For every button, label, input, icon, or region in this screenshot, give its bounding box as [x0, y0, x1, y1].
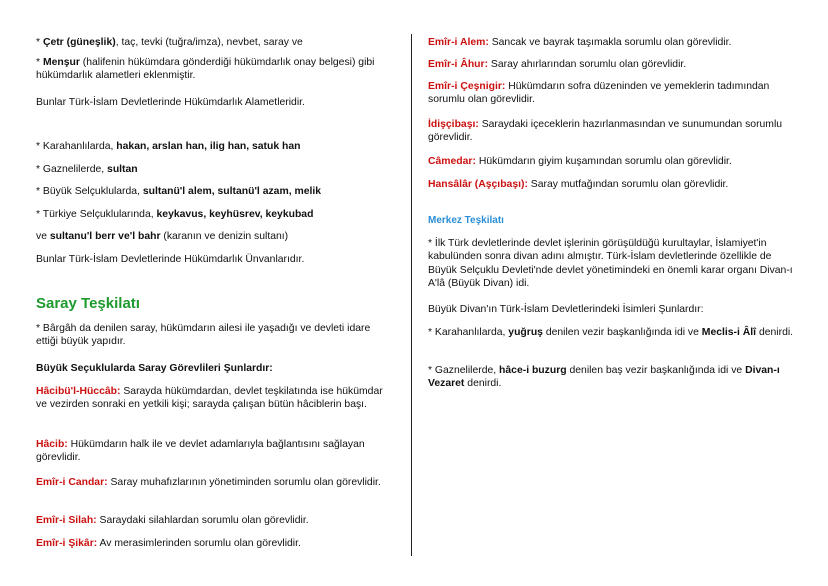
paragraph-bargah: * Bârgâh da denilen saray, hükümdarın ailesi ile yaşadığı ve devleti idare ettiği büyük yapıdır. [36, 323, 371, 348]
paragraph-meclis-i-ali: * Karahanlılarda, yuğruş denilen vezir başkanlığında idi ve Meclis-i Âlî denirdi. [428, 327, 794, 338]
item-idiscibasi: İdişçibaşı: Saraydaki içeceklerin hazırlanmasından ve sunumundan sorumlu görevlidir. [428, 119, 783, 144]
paragraph-sultanul-berr: ve sultanu'l berr ve'l bahr (karanın ve denizin sultanı) [36, 231, 289, 242]
item-camedar: Câmedar: Hükümdarın giyim kuşamından sorumlu olan görevlidir. [428, 156, 732, 167]
item-emir-i-alem: Emîr-i Alem: Sancak ve bayrak taşımakla sorumlu olan görevlidir. [428, 37, 732, 48]
paragraph-alametler: Bunlar Türk-İslam Devletlerinde Hükümdarlık Alametleridir. [36, 97, 305, 108]
paragraph-saray-gorevlileri: Büyük Seçuklularda Saray Görevlileri Şunlardır: [36, 363, 273, 374]
column-divider [411, 34, 412, 556]
item-hacib: Hâcib: Hükümdarın halk ile ve devlet adamlarıyla bağlantısını sağlayan görevlidir. [36, 439, 365, 464]
item-hacibul-huccab: Hâcibü'l-Hüccâb: Sarayda hükümdardan, devlet teşkilatında ise hükümdar ve vezirden sonraki en yetkili kişi; sarayda çalışan bütün hâciblerin başı. [36, 386, 383, 411]
heading-merkez-teskilati: Merkez Teşkilatı [428, 215, 504, 226]
paragraph-unvanlar: Bunlar Türk-İslam Devletlerinde Hükümdarlık Ünvanlarıdır. [36, 254, 305, 265]
item-emir-i-cesnigir: Emîr-i Çeşnigir: Hükümdarın sofra düzeninden ve yemeklerin tadımından sorumlu olan görevlidir. [428, 81, 770, 106]
paragraph-divan-i-vezaret: * Gaznelilerde, hâce-i buzurg denilen baş vezir başkanlığında idi ve Divan-ı Vezaret denirdi. [428, 365, 780, 390]
paragraph-divan-isimleri: Büyük Divan'ın Türk-İslam Devletlerindeki İsimleri Şunlardır: [428, 304, 704, 315]
heading-saray-teskilati: Saray Teşkilatı [36, 295, 140, 312]
paragraph-gazneliler: * Gaznelilerde, sultan [36, 164, 138, 175]
item-emir-i-sikar: Emîr-i Şikâr: Av merasimlerinden sorumlu olan görevlidir. [36, 538, 301, 549]
paragraph-cetr: * Çetr (güneşlik), taç, tevki (tuğra/imza), nevbet, saray ve [36, 37, 303, 48]
item-emir-i-silah: Emîr-i Silah: Saraydaki silahlardan sorumlu olan görevlidir. [36, 515, 309, 526]
paragraph-turkiye-selcuklu: * Türkiye Selçuklularında, keykavus, keyhüsrev, keykubad [36, 209, 314, 220]
paragraph-buyuk-selcuklu: * Büyük Selçuklularda, sultanü'l alem, sultanü'l azam, melik [36, 186, 322, 197]
paragraph-mensur: * Menşur (halifenin hükümdara gönderdiği hükümdarlık onay belgesi) gibi hükümdarlık alametleri eklenmiştir. [36, 57, 375, 82]
paragraph-divan: * İlk Türk devletlerinde devlet işlerinin görüşüldüğü kurultaylar, İslamiyet'in kabulünden sonra divan adını almıştır. Türk-İslam devletlerinde özellikle de Büyük Selçuklu Devleti'nde devlet yönetimindeki en önemli karar organı Divan-ı A'lâ (Büyük Divan) idi. [428, 238, 793, 290]
item-hansalar: Hansâlâr (Aşçıbaşı): Saray mutfağından sorumlu olan görevlidir. [428, 179, 729, 190]
item-emir-i-ahur: Emîr-i Âhur: Saray ahırlarından sorumlu olan görevlidir. [428, 59, 687, 70]
item-emir-i-candar: Emîr-i Candar: Saray muhafızlarının yönetiminden sorumlu olan görevlidir. [36, 477, 381, 488]
paragraph-karahanlilar: * Karahanlılarda, hakan, arslan han, ilig han, satuk han [36, 141, 301, 152]
